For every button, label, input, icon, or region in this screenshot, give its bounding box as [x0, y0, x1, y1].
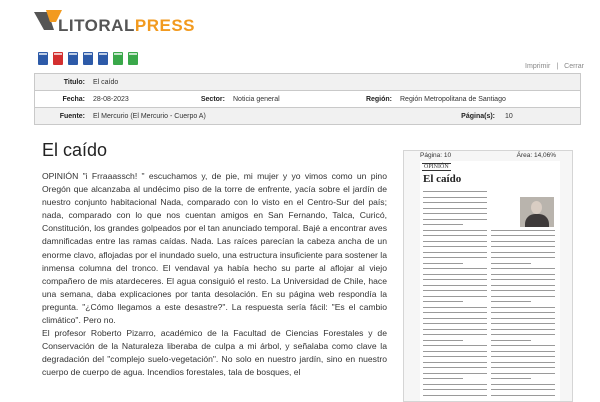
print-link[interactable]: Imprimir	[525, 63, 551, 70]
date-label: Fecha:	[62, 95, 85, 103]
close-link[interactable]: Cerrar	[564, 63, 584, 70]
pdf-icon[interactable]	[53, 52, 63, 65]
date-value: 28-08-2023	[93, 95, 129, 103]
page-actions	[525, 63, 584, 70]
share-icon[interactable]	[113, 52, 123, 65]
article-paragraph: El profesor Roberto Pizarro, académico de la Facultad de Ciencias Forestales y de Conservación de la Naturaleza liberaba de culpa a mi árbol, y señalaba como clave la degradación del "complejo suelo-vegetación". No solo en nuestro jardín, sino en nuestro cuerpo de cuerpo de agua. Incendios forestales, tala de bosques, el	[42, 328, 387, 378]
clipping-page: Página: 10	[420, 152, 452, 159]
title-label: Titulo:	[63, 78, 85, 86]
pages-label: Página(s):	[461, 112, 495, 120]
sector-value: Noticia general	[233, 95, 280, 103]
source-value: El Mercurio (El Mercurio - Cuerpo A)	[93, 112, 206, 120]
meta-row-source	[35, 108, 580, 124]
clipping-text-lines	[423, 187, 557, 401]
sector-label: Sector:	[200, 95, 225, 103]
pages-value: 10	[505, 112, 513, 120]
doc-icon[interactable]	[38, 52, 48, 65]
clipping-area: Área: 14,06%	[516, 152, 556, 159]
title-value: El caído	[93, 78, 119, 86]
search-icon[interactable]	[98, 52, 108, 65]
metadata-table	[34, 73, 581, 125]
export-toolbar	[38, 52, 138, 66]
jpg-icon[interactable]	[83, 52, 93, 65]
region-value: Región Metropolitana de Santiago	[400, 95, 506, 103]
clipping-preview[interactable]	[403, 150, 573, 402]
clipping-title: El caído	[423, 173, 462, 185]
notes-icon[interactable]	[68, 52, 78, 65]
article-title: El caído	[42, 140, 108, 160]
meta-row-date	[35, 91, 580, 108]
clipping-info	[404, 151, 572, 160]
article-body	[42, 170, 387, 380]
clipping-section: OPINIÓN	[424, 164, 449, 170]
article-paragraph: OPINIÓN "i Frraaassch! " escuchamos y, de pie, mi mujer y yo vimos como un pino Oregón que alcanzaba al undécimo piso de la torre de enfrente, yacía sobre el jardín de nuestro conjunto habitacional Nada, comparado con lo visto en el Centro-Sur del país; nada, comparado con lo que nos cuentan amigos en San Fernando, Talca, Curicó, Constitución, los grandes golpeados por el tan anunciado temporal. Bajé a encontrar aves damnificadas entre las ramas caídas. Nada. Las raíces parecían la cabeza ancha de un enorme clavo, aflojadas por el inundado suelo, una estructura insuficiente para sostener la inmensa columna del tronco. El vendaval ya había hecho su parte al aflojar al viejo compañero de mis atardeceres. El agua consiguió el resto. La Universidad de Chile, hace una semana, daba explicaciones por tanta desolación. En su página web respondía la pregunta. "¿Cómo llegamos a este desastre?". La respuesta sería fácil: "Es el cambio climático". Pero no.	[42, 171, 387, 326]
source-label: Fuente:	[59, 112, 85, 120]
litoralpress-logo[interactable]	[34, 8, 204, 36]
brand-name: LITORALPRESS	[58, 16, 195, 35]
clipping-image	[420, 161, 560, 401]
meta-row-title	[35, 74, 580, 91]
whatsapp-icon[interactable]	[128, 52, 138, 65]
actions-separator: |	[556, 63, 559, 70]
header	[0, 0, 600, 48]
region-label: Región:	[365, 95, 392, 103]
